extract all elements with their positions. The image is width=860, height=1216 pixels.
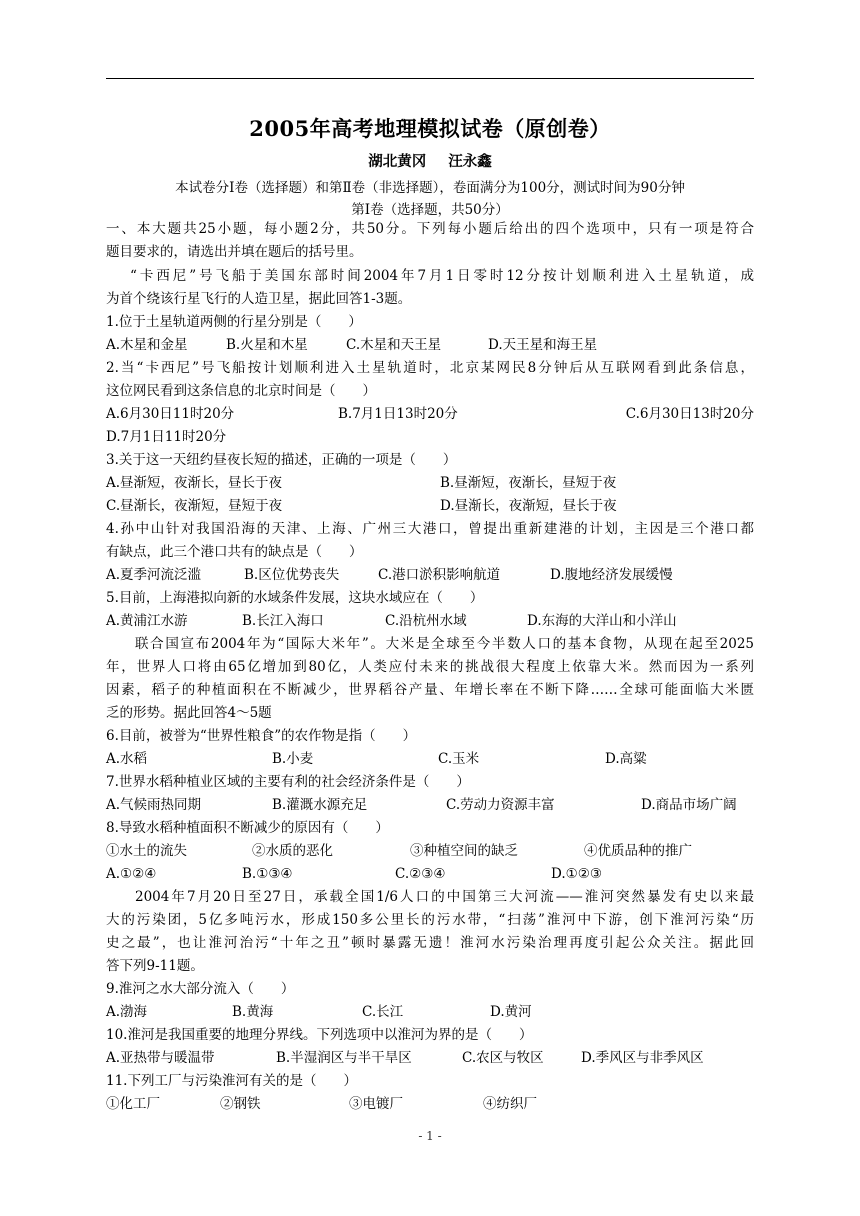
q9-option-b: B.黄海 xyxy=(232,1004,274,1020)
q1-option-d: D.天王星和海王星 xyxy=(488,337,598,353)
q2-option-d: D.7月1日11时20分 xyxy=(106,429,227,445)
passage2-line-2: 年，世界人口将由65亿增加到80亿，人类应付未来的挑战很大程度上依靠大米。然而因为一系列 xyxy=(106,659,754,675)
q1-option-c: C.木星和天王星 xyxy=(346,337,442,353)
q11-item-3: ③电镀厂 xyxy=(349,1096,403,1112)
q4-option-b: B.区位优势丧失 xyxy=(244,567,340,583)
q2-stem-line-2: 这位网民看到这条信息的北京时间是（ ） xyxy=(106,383,376,399)
q4-stem-line-2: 有缺点，此三个港口共有的缺点是（ ） xyxy=(106,544,363,560)
page-number: - 1 - xyxy=(418,1129,442,1143)
q6-stem: 6.目前，被誉为“世界性粮食”的农作物是指（ ） xyxy=(106,728,417,744)
q8-option-c: C.②③④ xyxy=(395,866,446,882)
q10-option-c: C.农区与牧区 xyxy=(462,1050,544,1066)
q9-option-a: A.渤海 xyxy=(106,1004,148,1020)
passage1-line-1: “卡西尼”号飞船于美国东部时间2004年7月1日零时12分按计划顺利进入土星轨道，成 xyxy=(130,268,754,284)
part-title: 第Ⅰ卷（选择题，共50分） xyxy=(351,202,509,218)
q9-option-c: C.长江 xyxy=(362,1004,404,1020)
q7-option-c: C.劳动力资源丰富 xyxy=(446,797,555,813)
q8-option-a: A.①②④ xyxy=(106,866,157,882)
q2-option-b: B.7月1日13时20分 xyxy=(338,406,458,422)
passage2-line-3: 因素，稻子的种植面积在不断减少，世界稻谷产量、年增长率在不断下降……全球可能面临大米匮 xyxy=(106,682,754,698)
q3-option-b: B.昼渐短，夜渐长，昼短于夜 xyxy=(440,475,617,491)
q9-stem: 9.淮河之水大部分流入（ ） xyxy=(106,981,295,997)
passage3-line-4: 答下列9-11题。 xyxy=(106,958,204,974)
passage3-line-3: 史之最”，也让淮河治污“十年之丑”顿时暴露无遗！淮河水污染治理再度引起公众关注。据此回 xyxy=(106,935,754,951)
passage2-line-1: 联合国宣布2004年为“国际大米年”。大米是全球至今半数人口的基本食物，从现在起至2025 xyxy=(135,636,754,652)
q5-option-d: D.东海的大洋山和小洋山 xyxy=(527,613,677,629)
q1-option-a: A.木星和金星 xyxy=(106,337,188,353)
q4-option-d: D.腹地经济发展缓慢 xyxy=(550,567,673,583)
q10-option-a: A.亚热带与暖温带 xyxy=(106,1050,215,1066)
q8-item-1: ①水土的流失 xyxy=(106,843,187,859)
q11-stem: 11.下列工厂与污染淮河有关的是（ ） xyxy=(106,1073,357,1089)
q7-option-a: A.气候雨热同期 xyxy=(106,797,202,813)
q2-option-c: C.6月30日13时20分 xyxy=(625,406,754,422)
q2-option-a: A.6月30日11时20分 xyxy=(106,406,235,422)
passage3-line-2: 大的污染团，5亿多吨污水，形成150多公里长的污水带，“扫荡”淮河中下游，创下淮河污染“历 xyxy=(106,912,754,928)
q10-option-b: B.半湿润区与半干旱区 xyxy=(276,1050,412,1066)
passage2-line-4: 乏的形势。据此回答4～5题 xyxy=(106,705,272,721)
q6-option-d: D.高粱 xyxy=(605,751,647,767)
q11-item-4: ④纺织厂 xyxy=(483,1096,537,1112)
q5-option-b: B.长江入海口 xyxy=(242,613,324,629)
q8-item-3: ③种植空间的缺乏 xyxy=(410,843,518,859)
q10-stem: 10.淮河是我国重要的地理分界线。下列选项中以淮河为界的是（ ） xyxy=(106,1027,533,1043)
exam-title: 2005年高考地理模拟试卷（原创卷） xyxy=(249,116,611,141)
q7-option-b: B.灌溉水源充足 xyxy=(272,797,368,813)
q8-option-d: D.①②③ xyxy=(551,866,602,882)
q3-option-c: C.昼渐长，夜渐短，昼短于夜 xyxy=(106,498,283,514)
author-name: 汪永鑫 xyxy=(448,153,492,170)
q4-stem-line-1: 4.孙中山针对我国沿海的天津、上海、广州三大港口，曾提出重新建港的计划，主因是三个港口都 xyxy=(106,521,754,537)
q8-item-4: ④优质品种的推广 xyxy=(584,843,692,859)
q7-option-d: D.商品市场广阔 xyxy=(641,797,737,813)
q10-option-d: D.季风区与非季风区 xyxy=(581,1050,704,1066)
q6-option-c: C.玉米 xyxy=(438,751,480,767)
q7-stem: 7.世界水稻种植业区域的主要有利的社会经济条件是（ ） xyxy=(106,774,470,790)
q8-item-2: ②水质的恶化 xyxy=(252,843,333,859)
q5-option-c: C.沿杭州水域 xyxy=(385,613,467,629)
passage1-line-2: 为首个绕该行星飞行的人造卫星，据此回答1-3题。 xyxy=(106,291,412,307)
author-line xyxy=(0,150,860,171)
q2-stem-line-1: 2.当“卡西尼”号飞船按计划顺利进入土星轨道时，北京某网民8分钟后从互联网看到此条信息， xyxy=(106,360,754,376)
q6-option-b: B.小麦 xyxy=(272,751,314,767)
q1-option-b: B.火星和木星 xyxy=(226,337,308,353)
header-rule xyxy=(106,78,754,79)
q3-stem: 3.关于这一天纽约昼夜长短的描述，正确的一项是（ ） xyxy=(106,452,457,468)
q5-stem: 5.目前，上海港拟向新的水域条件发展，这块水域应在（ ） xyxy=(106,590,484,606)
q9-option-d: D.黄河 xyxy=(490,1004,532,1020)
q11-item-1: ①化工厂 xyxy=(106,1096,160,1112)
instructions-line-1: 一、本大题共25小题，每小题2分，共50分。下列每小题后给出的四个选项中，只有一项是符合 xyxy=(106,221,754,237)
q5-option-a: A.黄浦江水游 xyxy=(106,613,188,629)
q8-option-b: B.①③④ xyxy=(242,866,293,882)
exam-intro: 本试卷分Ⅰ卷（选择题）和第Ⅱ卷（非选择题），卷面满分为100分，测试时间为90分钟 xyxy=(175,180,685,196)
q1-stem: 1.位于土星轨道两侧的行星分别是（ ） xyxy=(106,314,362,330)
q4-option-c: C.港口淤积影响航道 xyxy=(378,567,501,583)
author-place: 湖北黄冈 xyxy=(368,153,427,170)
instructions-line-2: 题目要求的，请选出并填在题后的括号里。 xyxy=(106,244,363,260)
q3-option-d: D.昼渐长，夜渐短，昼长于夜 xyxy=(440,498,617,514)
q6-option-a: A.水稻 xyxy=(106,751,148,767)
q3-option-a: A.昼渐短，夜渐长，昼长于夜 xyxy=(106,475,283,491)
passage3-line-1: 2004年7月20日至27日，承载全国1/6人口的中国第三大河流——淮河突然暴发有史以来最 xyxy=(135,889,754,905)
q8-stem: 8.导致水稻种植面积不断减少的原因有（ ） xyxy=(106,820,389,836)
q11-item-2: ②钢铁 xyxy=(220,1096,261,1112)
q4-option-a: A.夏季河流泛滥 xyxy=(106,567,202,583)
